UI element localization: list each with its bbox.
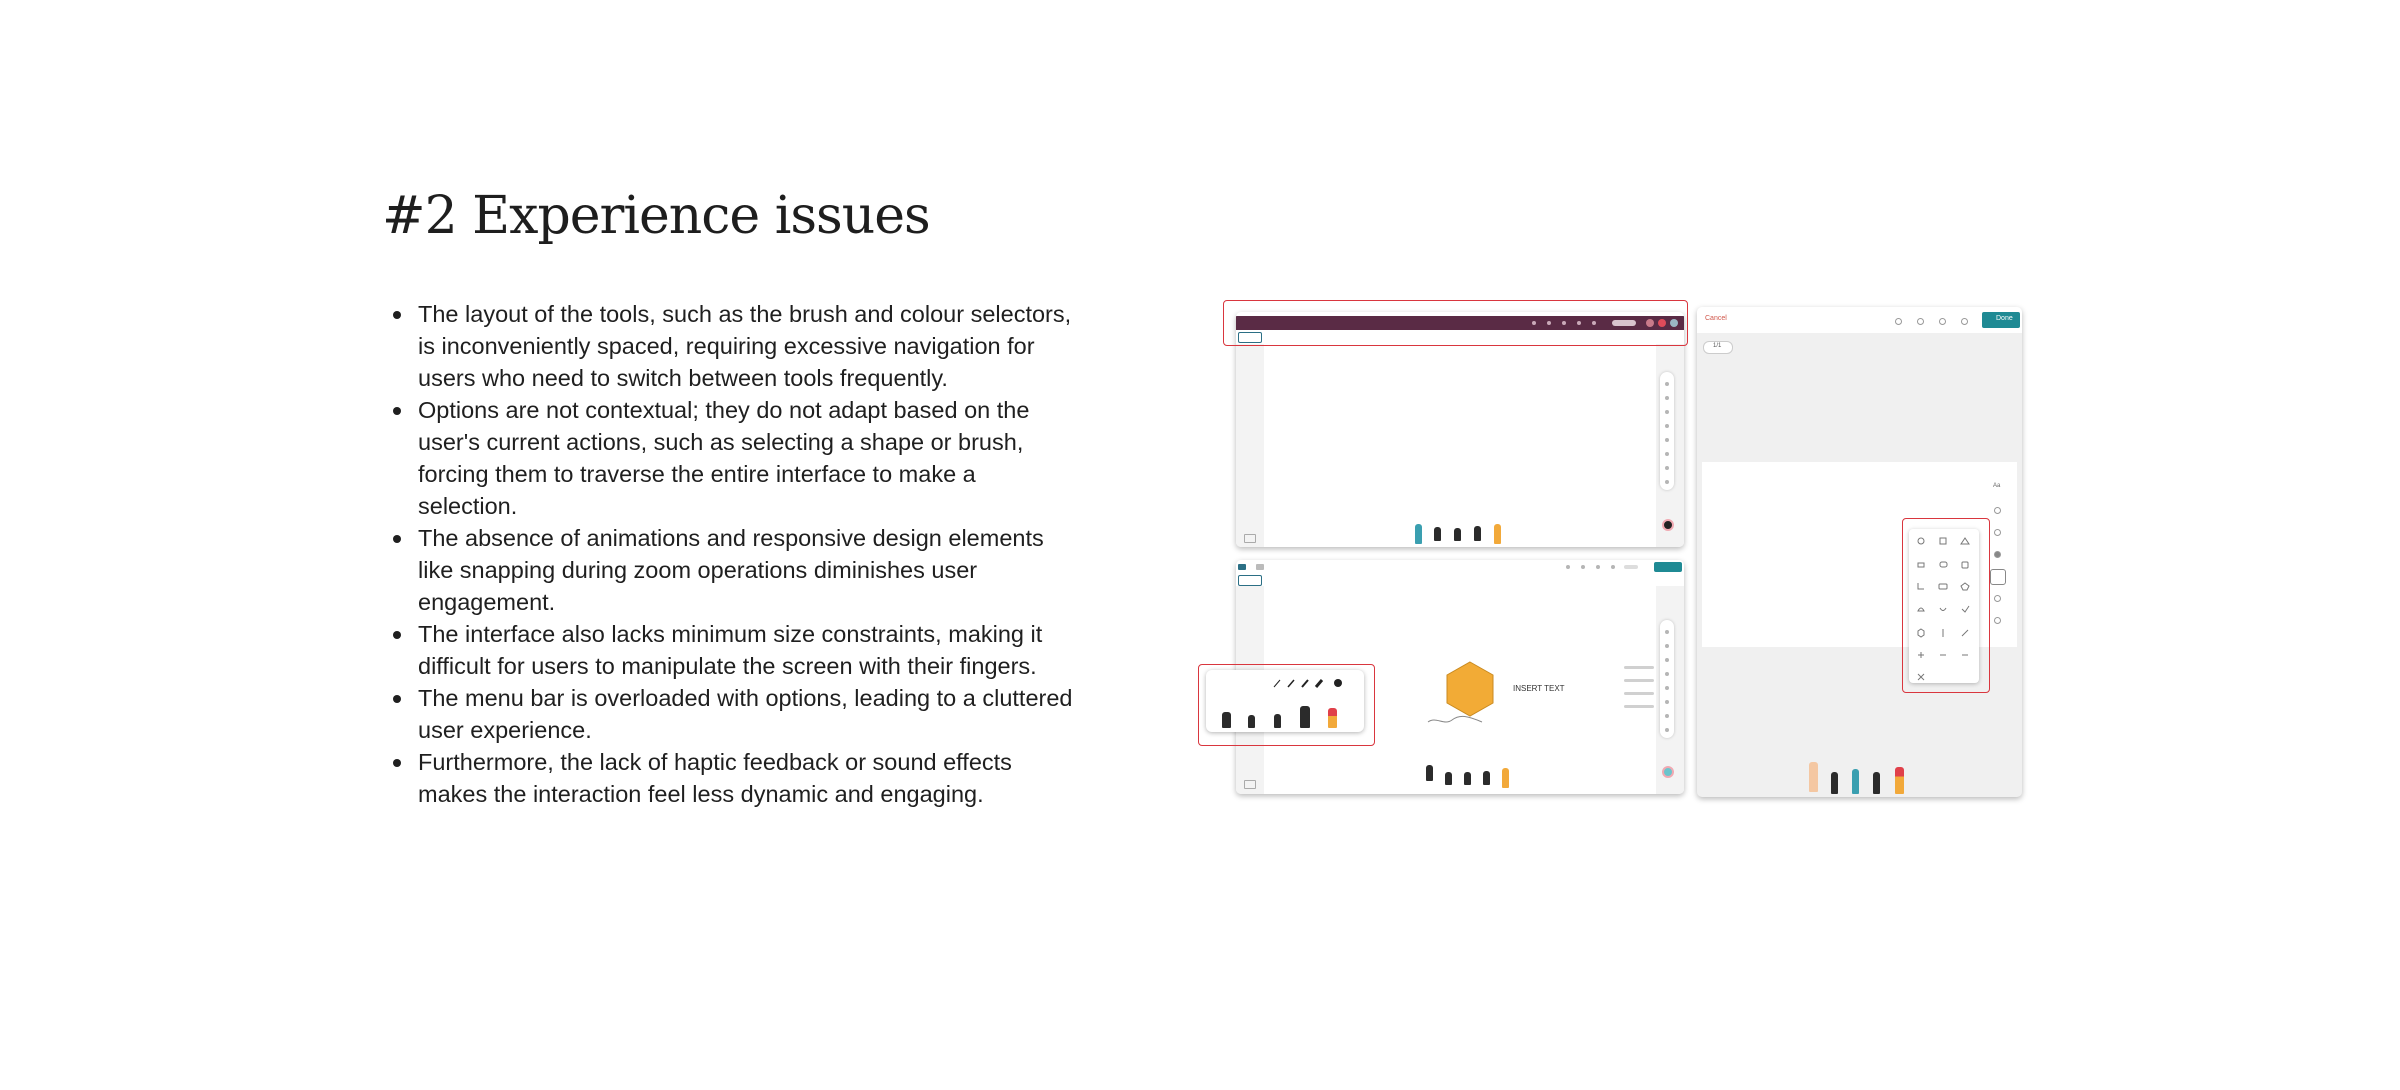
tool-icon[interactable] [1665, 686, 1669, 690]
page-title: #2 Experience issues [382, 186, 930, 246]
back-icon[interactable] [1256, 564, 1264, 570]
menu-item[interactable] [1624, 679, 1654, 682]
pen-icon[interactable] [1426, 765, 1433, 781]
menu-item[interactable] [1624, 705, 1654, 708]
toolbar-icon[interactable] [1566, 565, 1570, 569]
cancel-button[interactable]: Cancel [1705, 315, 1727, 322]
menu-icon[interactable] [1238, 564, 1246, 570]
tool-icon[interactable] [1665, 410, 1669, 414]
tool-icon[interactable] [1665, 466, 1669, 470]
tool-icon[interactable] [1665, 672, 1669, 676]
left-gutter [1236, 344, 1264, 547]
highlight-menu-bar [1223, 300, 1688, 346]
page-indicator[interactable] [1703, 341, 1733, 354]
pen-icon[interactable] [1434, 527, 1441, 541]
tool-icon[interactable] [1665, 714, 1669, 718]
side-toolbar [1987, 477, 2009, 627]
finger-tool-icon[interactable] [1809, 762, 1818, 792]
done-button[interactable] [1654, 562, 1682, 572]
pen-icon[interactable] [1454, 528, 1461, 541]
toolbar-icon[interactable] [1596, 565, 1600, 569]
toolbar-icon[interactable] [1581, 565, 1585, 569]
tool-icon[interactable] [1665, 700, 1669, 704]
status-pill [1624, 565, 1638, 569]
marker-icon[interactable] [1895, 767, 1904, 794]
issue-item: Furthermore, the lack of haptic feedback or sound effects makes the interaction feel less dynamic and engaging. [418, 746, 1078, 810]
canvas-text[interactable]: INSERT TEXT [1513, 684, 1565, 693]
highlight-shape-panel [1902, 518, 1990, 693]
toolbar-icon[interactable] [1611, 565, 1615, 569]
issue-item: The absence of animations and responsive design elements like snapping during zoom operations diminishes user engagement. [418, 522, 1078, 618]
menu-item[interactable] [1624, 666, 1654, 669]
context-menu [1624, 660, 1654, 708]
color-picker-icon[interactable] [1662, 519, 1674, 531]
done-button[interactable] [1982, 312, 2020, 328]
issue-item: The interface also lacks minimum size constraints, making it difficult for users to manipulate the screen with their fingers. [418, 618, 1078, 682]
top-bar [1697, 307, 2022, 333]
tool-icon[interactable] [1665, 424, 1669, 428]
side-toolbar [1660, 372, 1674, 490]
page-icon[interactable] [1244, 534, 1256, 543]
menu-item[interactable] [1624, 692, 1654, 695]
issue-item: Options are not contextual; they do not adapt based on the user's current actions, such as selecting a shape or brush, forcing them to traverse the entire interface to make a selection. [418, 394, 1078, 522]
done-label: Done [1996, 315, 2013, 322]
share-icon[interactable] [1961, 318, 1968, 325]
pen-icon[interactable] [1873, 772, 1880, 794]
tool-icon[interactable] [1665, 396, 1669, 400]
tool-icon[interactable] [1665, 630, 1669, 634]
tool-icon[interactable] [1994, 595, 2001, 602]
pen-icon[interactable] [1474, 526, 1481, 541]
zoom-out-icon[interactable] [1895, 318, 1902, 325]
tool-icon[interactable] [1665, 438, 1669, 442]
shape-tool-icon[interactable] [1990, 569, 2006, 585]
tool-icon[interactable] [1665, 452, 1669, 456]
page-icon[interactable] [1244, 780, 1256, 789]
marker-icon[interactable] [1494, 524, 1501, 544]
pen-icon[interactable] [1445, 772, 1452, 785]
tool-icon[interactable] [1994, 551, 2001, 558]
highlight-brush-panel [1198, 664, 1375, 746]
tool-icon[interactable] [1994, 617, 2001, 624]
tool-icon[interactable] [1665, 480, 1669, 484]
scribble-line [1426, 710, 1486, 730]
issues-list [382, 298, 1078, 810]
pen-icon[interactable] [1415, 524, 1422, 544]
issue-item: The layout of the tools, such as the brush and colour selectors, is inconveniently spaced, requiring excessive navigation for users who need to switch between tools frequently. [418, 298, 1078, 394]
page-thumbnail[interactable] [1238, 575, 1262, 586]
tool-icon[interactable] [1994, 507, 2001, 514]
pen-icon[interactable] [1464, 772, 1471, 785]
page-indicator-label: 1/1 [1713, 343, 1722, 349]
tool-icon[interactable] [1665, 644, 1669, 648]
tool-icon[interactable] [1665, 728, 1669, 732]
color-picker-icon[interactable] [1662, 766, 1674, 778]
tool-icon[interactable] [1665, 658, 1669, 662]
text-tool[interactable]: Aa [1993, 483, 2001, 489]
pen-icon[interactable] [1852, 769, 1859, 794]
issue-item: The menu bar is overloaded with options, leading to a cluttered user experience. [418, 682, 1078, 746]
screenshot-menu-bar [1236, 312, 1684, 547]
tool-icon[interactable] [1665, 382, 1669, 386]
settings-icon[interactable] [1939, 318, 1946, 325]
pen-icon[interactable] [1831, 772, 1838, 794]
marker-icon[interactable] [1502, 768, 1509, 788]
side-toolbar [1660, 620, 1674, 738]
pen-icon[interactable] [1483, 771, 1490, 785]
zoom-in-icon[interactable] [1917, 318, 1924, 325]
tool-icon[interactable] [1994, 529, 2001, 536]
